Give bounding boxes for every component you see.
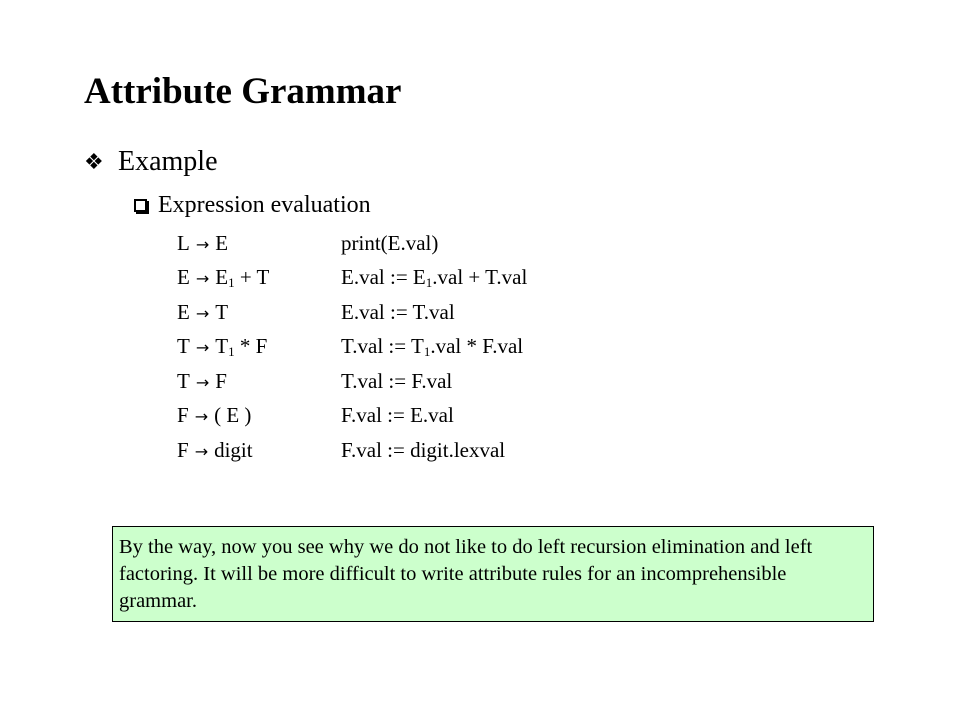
production-rhs-rest: * F: [234, 334, 268, 359]
semantic-rule-subscript: 1: [423, 344, 431, 360]
production-rhs: digit: [214, 437, 253, 462]
production: [177, 265, 341, 290]
production-rhs: ( E ): [214, 403, 252, 428]
semantic-rule: [341, 369, 677, 394]
semantic-rule: [341, 334, 677, 359]
grammar-row: [177, 295, 677, 330]
semantic-rule: [341, 265, 677, 290]
grammar-row: [177, 433, 677, 468]
production-lhs: L: [177, 230, 190, 255]
sub-bullet-expression-evaluation: [132, 189, 371, 221]
production: [177, 300, 341, 325]
box-bullet-icon: [134, 199, 147, 212]
semantic-rule-text: E.val := T.val: [341, 299, 455, 324]
production-lhs: F: [177, 437, 189, 462]
production: [177, 403, 341, 428]
production-lhs: F: [177, 403, 189, 428]
production-rhs: E: [215, 230, 229, 255]
production-rhs: T: [215, 334, 229, 359]
sub-bullet-label: Expression evaluation: [158, 191, 371, 218]
slide-title: Attribute Grammar: [84, 71, 402, 112]
production: [177, 438, 341, 463]
diamond-bullet-icon: ❖: [84, 149, 104, 174]
production-rhs: E: [215, 265, 229, 290]
semantic-rule-text: F.val := E.val: [341, 403, 454, 428]
production-lhs: T: [177, 334, 190, 359]
grammar-rules: [177, 226, 677, 468]
semantic-rule-subscript: 1: [425, 275, 433, 291]
production-lhs: E: [177, 299, 190, 324]
production-rhs: T: [215, 299, 229, 324]
semantic-rule-text: E.val := E: [341, 265, 426, 290]
right-arrow-icon: →: [195, 234, 210, 254]
right-arrow-icon: →: [195, 338, 210, 358]
right-arrow-icon: →: [194, 407, 209, 427]
semantic-rule: [341, 300, 677, 325]
right-arrow-icon: →: [194, 441, 209, 461]
semantic-rule-text: T.val := T: [341, 334, 424, 359]
production-rhs: F: [215, 368, 227, 393]
grammar-row: [177, 261, 677, 296]
right-arrow-icon: →: [195, 372, 210, 392]
grammar-row: [177, 226, 677, 261]
semantic-rule: [341, 438, 677, 463]
production-rhs-subscript: 1: [228, 275, 235, 291]
semantic-rule-text: T.val := F.val: [341, 368, 453, 393]
grammar-row: [177, 330, 677, 365]
production-lhs: E: [177, 265, 190, 290]
production: [177, 369, 341, 394]
note-box: By the way, now you see why we do not like to do left recursion elimination and left factoring. It will be more difficult to write attribute rules for an incomprehensible grammar.: [112, 526, 874, 622]
production: [177, 231, 341, 256]
bullet-example: [84, 142, 218, 182]
right-arrow-icon: →: [195, 269, 210, 289]
semantic-rule: [341, 231, 677, 256]
grammar-row: [177, 364, 677, 399]
grammar-row: [177, 399, 677, 434]
semantic-rule: [341, 403, 677, 428]
production-lhs: T: [177, 368, 190, 393]
semantic-rule-text-rest: .val + T.val: [432, 265, 528, 290]
right-arrow-icon: →: [195, 303, 210, 323]
semantic-rule-text-rest: .val * F.val: [430, 334, 524, 359]
semantic-rule-text: print(E.val): [341, 230, 439, 255]
production-rhs-rest: + T: [234, 265, 270, 290]
bullet-example-label: Example: [118, 146, 218, 177]
production-rhs-subscript: 1: [228, 344, 235, 360]
production: [177, 334, 341, 359]
semantic-rule-text: F.val := digit.lexval: [341, 437, 506, 462]
